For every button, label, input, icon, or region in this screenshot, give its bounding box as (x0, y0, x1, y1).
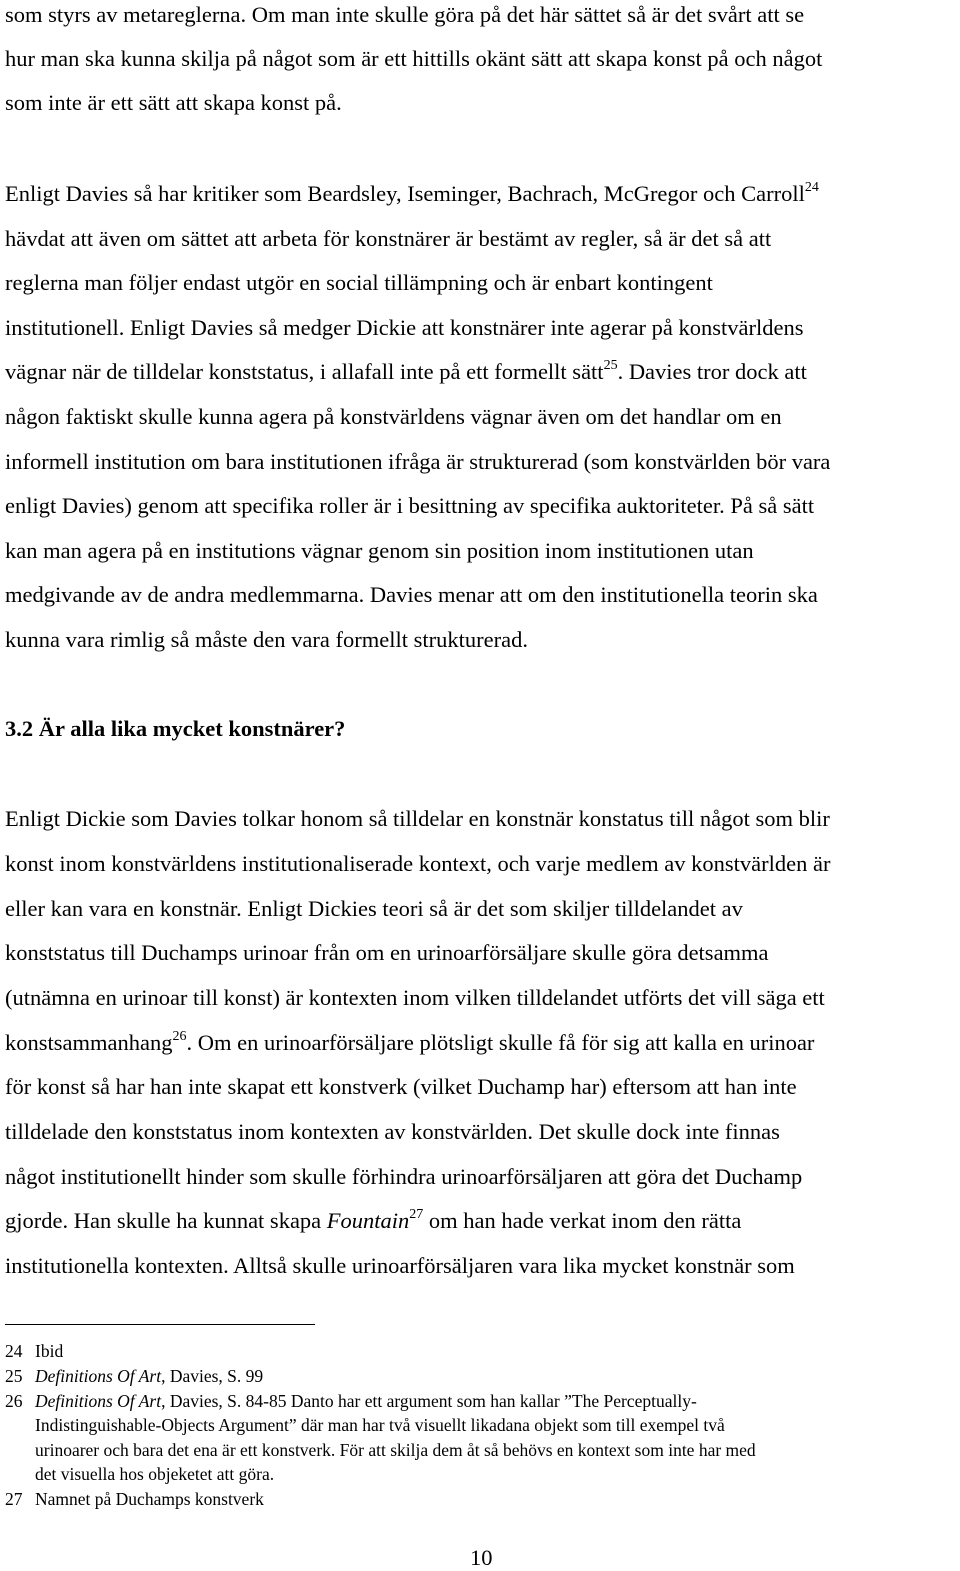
footnote-26-continuation: urinoarer och bara det ena är ett konstverk. För att skilja dem åt så behövs en kontext som inte har med (35, 1440, 756, 1460)
footnote-ref-25: 25 (603, 358, 618, 373)
paragraph-3-line (5, 1030, 814, 1060)
footnote-26 (5, 1390, 697, 1412)
paragraph-1-line: hur man ska kunna skilja på något som är ett hittills okänt sätt att skapa konst på och något (5, 46, 823, 71)
paragraph-2-line (5, 359, 807, 389)
footnote-number: 24 (5, 1341, 23, 1361)
text-run: vägnar när de tilldelar konststatus, i allafall inte på ett formellt sätt (5, 359, 604, 384)
paragraph-3-line: för konst så har han inte skapat ett konstverk (vilket Duchamp har) eftersom att han inte (5, 1074, 797, 1099)
footnote-ref-27: 27 (409, 1207, 424, 1222)
footnote-ref-26: 26 (172, 1029, 187, 1044)
paragraph-3-line: eller kan vara en konstnär. Enligt Dickies teori så är det som skiljer tilldelandet av (5, 896, 743, 921)
text-run: Enligt Davies så har kritiker som Beardsley, Iseminger, Bachrach, McGregor och Carroll (5, 181, 805, 206)
paragraph-3-line (5, 1208, 741, 1238)
paragraph-2-line: enligt Davies) genom att specifika roller är i besittning av specifika auktoriteter. På så sätt (5, 493, 815, 518)
paragraph-3-line: något institutionellt hinder som skulle förhindra urinoarförsäljaren att göra det Duchamp (5, 1164, 803, 1189)
paragraph-1-line: som styrs av metareglerna. Om man inte skulle göra på det här sättet så är det svårt att se (5, 2, 805, 27)
paragraph-3-line: konststatus till Duchamps urinoar från om en urinoarförsäljare skulle göra detsamma (5, 940, 769, 965)
text-run: . Om en urinoarförsäljare plötsligt skulle få för sig att kalla en urinoar (186, 1030, 815, 1055)
text-run: konstsammanhang (5, 1030, 173, 1055)
footnote-number: 27 (5, 1489, 23, 1509)
footnote-text: Namnet på Duchamps konstverk (35, 1489, 264, 1509)
text-run: gjorde. Han skulle ha kunnat skapa (5, 1208, 327, 1233)
footnote-book-title: Definitions Of Art (35, 1391, 162, 1411)
footnote-number: 26 (5, 1391, 23, 1411)
paragraph-2-line: kan man agera på en institutions vägnar genom sin position inom institutionen utan (5, 538, 754, 563)
footnote-book-title: Definitions Of Art (35, 1366, 162, 1386)
footnote-26-continuation: det visuella hos objeketet att göra. (35, 1464, 275, 1484)
paragraph-3-line: tilldelade den konststatus inom kontexten av konstvärlden. Det skulle dock inte finnas (5, 1119, 780, 1144)
text-run: om han hade verkat inom den rätta (423, 1208, 742, 1233)
paragraph-3-line: Enligt Dickie som Davies tolkar honom så tilldelar en konstnär konstatus till något som blir (5, 806, 830, 831)
paragraph-1-line: som inte är ett sätt att skapa konst på. (5, 90, 342, 115)
footnote-ref-24: 24 (804, 180, 819, 195)
footnote-25 (5, 1365, 263, 1387)
paragraph-2-line: hävdat att även om sättet att arbeta för konstnärer är bestämt av regler, så är det så att (5, 226, 772, 251)
paragraph-2-line (5, 181, 819, 211)
paragraph-2-line: informell institution om bara institutionen ifråga är strukturerad (som konstvärlden bör vara (5, 449, 831, 474)
paragraph-2-line: kunna vara rimlig så måste den vara formellt strukturerad. (5, 627, 528, 652)
paragraph-2-line: någon faktiskt skulle kunna agera på konstvärldens vägnar även om det handlar om en (5, 404, 782, 429)
footnote-text: Ibid (35, 1341, 64, 1361)
paragraph-2-line: medgivande av de andra medlemmarna. Davies menar att om den institutionella teorin ska (5, 582, 818, 607)
artwork-title: Fountain (326, 1208, 410, 1233)
footnote-text: , Davies, S. 99 (161, 1366, 264, 1386)
paragraph-3-line: institutionella kontexten. Alltså skulle urinoarförsäljaren vara lika mycket konstnär som (5, 1253, 795, 1278)
footnote-24 (5, 1340, 63, 1362)
section-heading: 3.2 Är alla lika mycket konstnärer? (5, 716, 346, 741)
paragraph-2-line: institutionell. Enligt Davies så medger Dickie att konstnärer inte agerar på konstvärldens (5, 315, 804, 340)
text-run: . Davies tror dock att (617, 359, 807, 384)
paragraph-2-line: reglerna man följer endast utgör en social tillämpning och är enbart kontingent (5, 270, 713, 295)
paragraph-3-line: (utnämna en urinoar till konst) är kontexten inom vilken tilldelandet utförts det vill säga ett (5, 985, 825, 1010)
footnote-text: , Davies, S. 84-85 Danto har ett argument som han kallar ”The Perceptually- (161, 1391, 697, 1411)
page-number: 10 (470, 1545, 493, 1570)
footnote-26-continuation: Indistinguishable-Objects Argument” där man har två visuellt likadana objekt som till exempel två (35, 1415, 725, 1435)
footnote-number: 25 (5, 1366, 23, 1386)
footnote-27 (5, 1488, 264, 1510)
paragraph-3-line: konst inom konstvärldens institutionaliserade kontext, och varje medlem av konstvärlden är (5, 851, 831, 876)
footnote-separator (5, 1324, 315, 1325)
